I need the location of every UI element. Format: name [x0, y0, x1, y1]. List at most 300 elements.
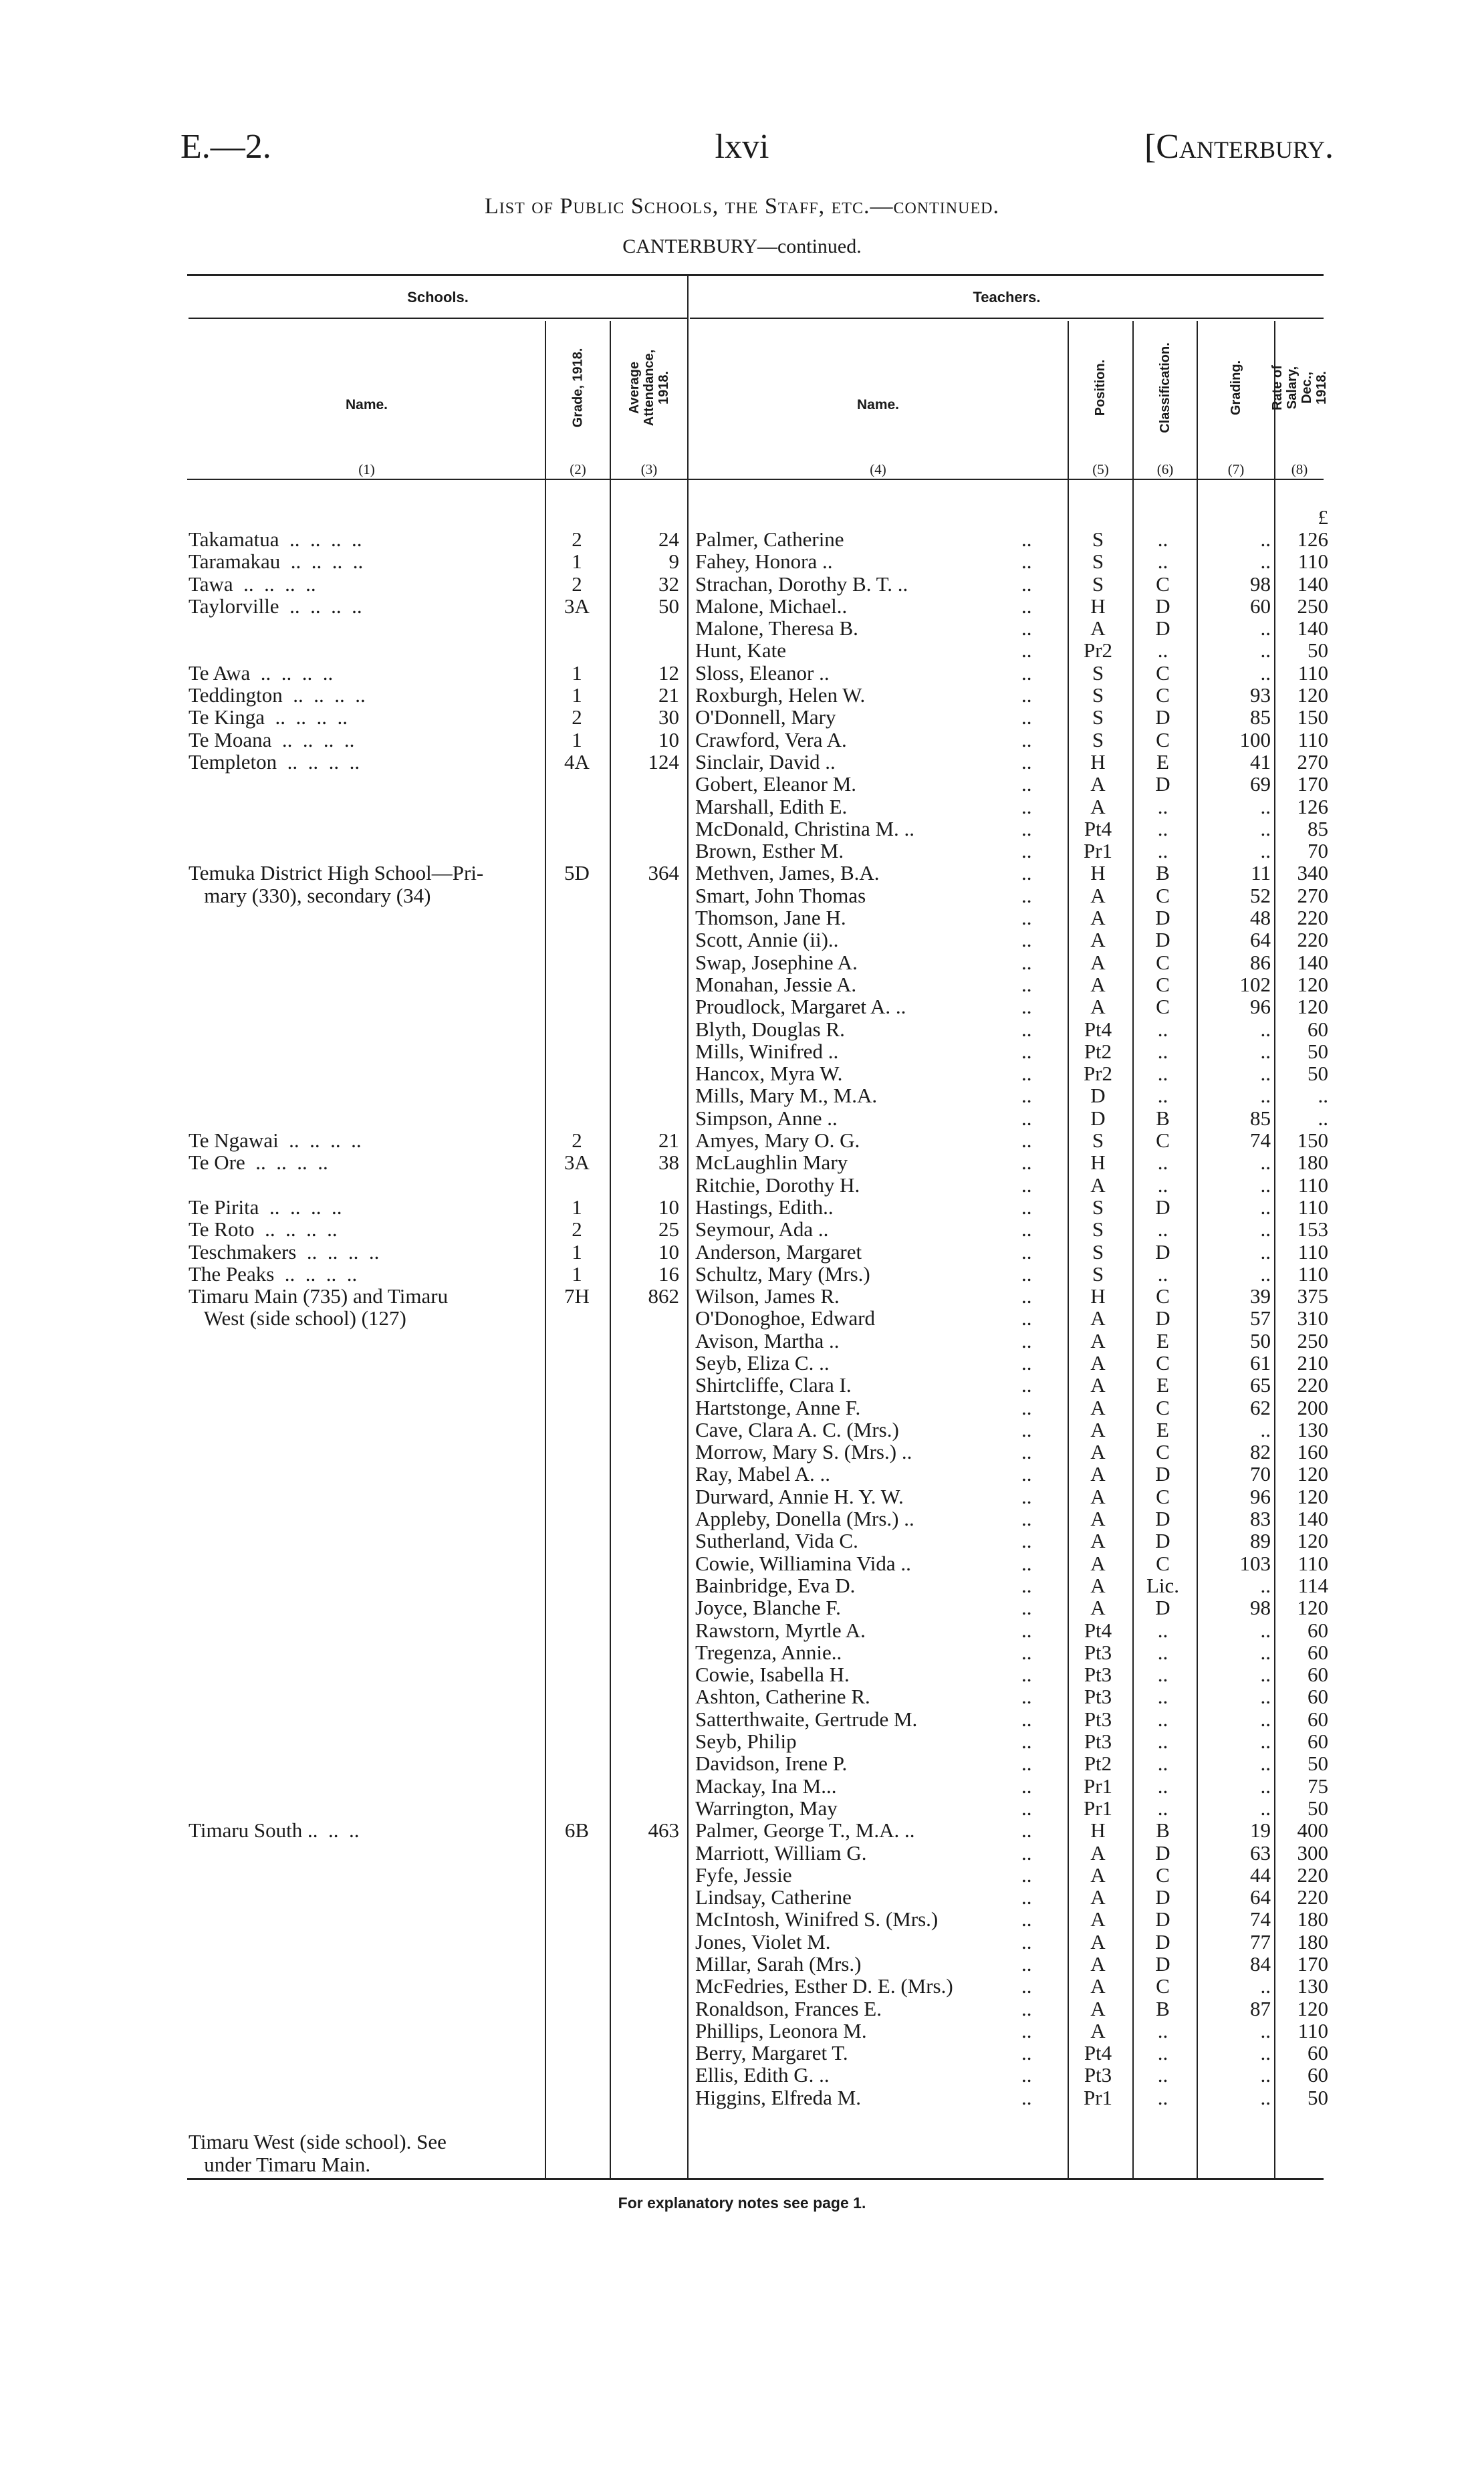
position-cell: Pt3 — [1084, 1707, 1112, 1731]
table-row — [0, 1552, 1484, 1574]
salary-cell: 110 — [1297, 2018, 1328, 2042]
leader-dots: .. — [1021, 1774, 1032, 1798]
table-row — [0, 2087, 1484, 2109]
teacher-name-cell: Brown, Esther M. — [695, 839, 844, 863]
salary-cell: 220 — [1297, 928, 1328, 952]
position-cell: A — [1090, 616, 1106, 640]
position-cell: A — [1090, 1306, 1106, 1330]
table-row — [0, 729, 1484, 751]
salary-cell: 110 — [1297, 1173, 1328, 1197]
table-row — [0, 2131, 1484, 2153]
grading-cell: .. — [1260, 527, 1271, 551]
teacher-name-cell: Ashton, Catherine R. — [695, 1685, 870, 1709]
footnote: For explanatory notes see page 1. — [618, 2194, 866, 2212]
classification-heading: Classification. — [1158, 342, 1173, 433]
teacher-name-cell: Fyfe, Jessie — [695, 1863, 792, 1887]
col-number-6: (6) — [1156, 461, 1174, 477]
position-cell: A — [1090, 1573, 1106, 1597]
teacher-name-cell: Shirtcliffe, Clara I. — [695, 1373, 852, 1397]
table-row — [0, 1397, 1484, 1419]
grading-cell: .. — [1260, 2018, 1271, 2042]
position-cell: S — [1092, 1217, 1104, 1241]
classification-cell: C — [1156, 950, 1170, 974]
teacher-name-cell: Mills, Mary M., M.A. — [695, 1084, 878, 1108]
position-cell: S — [1092, 727, 1104, 751]
salary-cell: 160 — [1297, 1440, 1328, 1464]
attendance-cell: 38 — [658, 1151, 679, 1175]
school-name-cell: Takamatua .. .. .. .. — [189, 527, 362, 551]
table-row — [0, 1330, 1484, 1352]
grade-heading: Grade, 1918. — [570, 348, 586, 428]
leader-dots: .. — [1021, 1885, 1032, 1909]
grade-cell: 1 — [572, 661, 582, 685]
classification-cell: .. — [1157, 1685, 1168, 1709]
position-cell: H — [1090, 594, 1106, 618]
school-name-cell: Te Moana .. .. .. .. — [189, 727, 355, 751]
classification-cell: .. — [1157, 1707, 1168, 1731]
table-row — [0, 1463, 1484, 1485]
classification-cell: .. — [1157, 2041, 1168, 2065]
table-row — [0, 1084, 1484, 1106]
position-cell: Pt4 — [1084, 816, 1112, 840]
school-name-cell: Te Pirita .. .. .. .. — [189, 1195, 342, 1219]
position-cell: A — [1090, 1863, 1106, 1887]
teacher-name-cell: Rawstorn, Myrtle A. — [695, 1618, 866, 1642]
salary-cell: 210 — [1297, 1350, 1328, 1375]
school-name-cell: West (side school) (127) — [189, 1306, 406, 1330]
table-row — [0, 1374, 1484, 1396]
grading-cell: 48 — [1250, 906, 1271, 930]
grading-cell: 11 — [1251, 861, 1271, 885]
salary-cell: 120 — [1297, 1462, 1328, 1486]
grade-cell: 2 — [572, 1129, 582, 1153]
classification-cell: C — [1156, 1395, 1170, 1419]
col-number-4: (4) — [870, 461, 886, 477]
position-cell: A — [1090, 906, 1106, 930]
salary-cell: 50 — [1308, 638, 1328, 663]
table-row — [0, 662, 1484, 684]
school-name-cell: Timaru Main (735) and Timaru — [189, 1284, 449, 1308]
position-cell: Pt4 — [1084, 1618, 1112, 1642]
salary-cell: 153 — [1297, 1217, 1328, 1241]
position-cell: A — [1090, 772, 1106, 796]
classification-cell: .. — [1157, 527, 1168, 551]
table-row — [0, 550, 1484, 572]
attendance-cell: 30 — [658, 705, 679, 729]
leader-dots: .. — [1021, 1350, 1032, 1375]
teacher-name-cell: Ellis, Edith G. .. — [695, 2063, 830, 2087]
leader-dots: .. — [1021, 550, 1032, 574]
table-row — [0, 1151, 1484, 1173]
table-row — [0, 1663, 1484, 1685]
teacher-name-cell: Morrow, Mary S. (Mrs.) .. — [695, 1440, 912, 1464]
school-name-cell: Te Ore .. .. .. .. — [189, 1151, 328, 1175]
table-row — [0, 1307, 1484, 1329]
table-row — [0, 1842, 1484, 1864]
grading-cell: .. — [1260, 816, 1271, 840]
table-row — [0, 1685, 1484, 1707]
grading-cell: 86 — [1250, 950, 1271, 974]
school-name-cell: Te Roto .. .. .. .. — [189, 1217, 338, 1241]
school-name-cell: Temuka District High School—Pri- — [189, 861, 484, 885]
leader-dots: .. — [1021, 928, 1032, 952]
leader-dots: .. — [1021, 1863, 1032, 1887]
grading-heading: Grading. — [1228, 360, 1243, 416]
leader-dots: .. — [1021, 1841, 1032, 1865]
table-row — [0, 840, 1484, 862]
position-cell: A — [1090, 1440, 1106, 1464]
teacher-name-cell: Hartstonge, Anne F. — [695, 1395, 861, 1419]
attendance-cell: 124 — [648, 749, 679, 774]
teacher-name-cell: Roxburgh, Helen W. — [695, 683, 866, 707]
teacher-name-heading: Name. — [856, 397, 900, 412]
teacher-name-cell: Anderson, Margaret — [695, 1239, 862, 1264]
grading-cell: 85 — [1250, 1106, 1271, 1130]
header-left: E.—2. — [180, 128, 271, 166]
salary-cell: 120 — [1297, 683, 1328, 707]
table-row — [0, 1508, 1484, 1530]
leader-dots: .. — [1021, 1306, 1032, 1330]
position-cell: A — [1090, 1173, 1106, 1197]
salary-cell: 110 — [1297, 1239, 1328, 1264]
table-row — [0, 595, 1484, 617]
classification-cell: C — [1156, 1350, 1170, 1375]
salary-cell: 110 — [1297, 1551, 1328, 1575]
classification-cell: C — [1156, 1974, 1170, 1998]
table-row — [0, 2042, 1484, 2064]
salary-cell: 170 — [1297, 1952, 1328, 1976]
leader-dots: .. — [1021, 1507, 1032, 1531]
teacher-name-cell: O'Donnell, Mary — [695, 705, 836, 729]
grading-cell: 85 — [1250, 705, 1271, 729]
position-cell: A — [1090, 928, 1106, 952]
grade-cell: 1 — [572, 727, 582, 751]
table-row — [0, 773, 1484, 795]
classification-cell: D — [1155, 1239, 1170, 1264]
leader-dots: .. — [1021, 772, 1032, 796]
table-row — [0, 1018, 1484, 1040]
grading-cell: .. — [1260, 2041, 1271, 2065]
classification-cell: .. — [1157, 2085, 1168, 2109]
grading-cell: 50 — [1250, 1328, 1271, 1352]
teacher-name-cell: Ritchie, Dorothy H. — [695, 1173, 860, 1197]
table-row — [0, 1975, 1484, 1997]
grading-cell: 65 — [1250, 1373, 1271, 1397]
teacher-name-cell: McLaughlin Mary — [695, 1151, 848, 1175]
salary-cell: 60 — [1308, 1707, 1328, 1731]
leader-dots: .. — [1021, 794, 1032, 818]
position-cell: Pt4 — [1084, 2041, 1112, 2065]
teacher-name-cell: Cowie, Williamina Vida .. — [695, 1551, 911, 1575]
leader-dots: .. — [1021, 616, 1032, 640]
teacher-name-cell: Malone, Theresa B. — [695, 616, 858, 640]
table-row — [0, 929, 1484, 951]
salary-cell: 375 — [1297, 1284, 1328, 1308]
classification-cell: .. — [1157, 1062, 1168, 1086]
salary-cell: 220 — [1297, 1373, 1328, 1397]
grading-cell: .. — [1260, 1663, 1271, 1687]
grading-cell: 98 — [1250, 1596, 1271, 1620]
teacher-name-cell: Warrington, May — [695, 1796, 838, 1820]
table-row — [0, 684, 1484, 706]
classification-cell: D — [1155, 1596, 1170, 1620]
salary-cell: 400 — [1297, 1818, 1328, 1843]
grading-cell: .. — [1260, 661, 1271, 685]
leader-dots: .. — [1021, 1017, 1032, 1041]
leader-dots: .. — [1021, 705, 1032, 729]
leader-dots: .. — [1021, 1195, 1032, 1219]
leader-dots: .. — [1021, 2018, 1032, 2042]
leader-dots: .. — [1021, 1752, 1032, 1776]
classification-cell: D — [1155, 1885, 1170, 1909]
leader-dots: .. — [1021, 1262, 1032, 1286]
salary-cell: 270 — [1297, 883, 1328, 907]
leader-dots: .. — [1021, 1529, 1032, 1553]
teacher-name-cell: Joyce, Blanche F. — [695, 1596, 841, 1620]
classification-cell: .. — [1157, 1730, 1168, 1754]
salary-cell: 140 — [1297, 950, 1328, 974]
position-cell: A — [1090, 972, 1106, 996]
table-row — [0, 1797, 1484, 1819]
leader-dots: .. — [1021, 572, 1032, 596]
attendance-cell: 21 — [658, 1129, 679, 1153]
position-cell: Pt3 — [1084, 1663, 1112, 1687]
school-name-cell: Teddington .. .. .. .. — [189, 683, 366, 707]
leader-dots: .. — [1021, 1640, 1032, 1664]
table-row — [0, 796, 1484, 818]
classification-cell: Lic. — [1146, 1573, 1180, 1597]
school-name-cell: mary (330), secondary (34) — [189, 883, 431, 907]
classification-cell: .. — [1157, 1796, 1168, 1820]
position-cell: S — [1092, 550, 1104, 574]
teacher-name-cell: Lindsay, Catherine — [695, 1885, 852, 1909]
attendance-cell: 10 — [658, 1195, 679, 1219]
teacher-name-cell: Seymour, Ada .. — [695, 1217, 829, 1241]
grading-cell: 19 — [1250, 1818, 1271, 1843]
position-cell: A — [1090, 1350, 1106, 1375]
salary-cell: 150 — [1297, 1129, 1328, 1153]
salary-cell: 120 — [1297, 972, 1328, 996]
leader-dots: .. — [1021, 1062, 1032, 1086]
grade-cell: 3A — [564, 594, 590, 618]
position-cell: H — [1090, 1818, 1106, 1843]
grade-cell: 2 — [572, 572, 582, 596]
position-cell: Pt3 — [1084, 1730, 1112, 1754]
table-row — [0, 1619, 1484, 1641]
teacher-name-cell: Crawford, Vera A. — [695, 727, 847, 751]
classification-cell: E — [1156, 1373, 1169, 1397]
classification-cell: D — [1155, 1529, 1170, 1553]
position-cell: A — [1090, 1507, 1106, 1531]
teacher-name-cell: Bainbridge, Eva D. — [695, 1573, 856, 1597]
salary-cell: 170 — [1297, 772, 1328, 796]
grading-cell: 103 — [1239, 1551, 1271, 1575]
position-cell: H — [1090, 749, 1106, 774]
salary-cell: 220 — [1297, 906, 1328, 930]
table-bottom-rule — [187, 2178, 1324, 2180]
classification-cell: B — [1156, 1818, 1170, 1843]
attendance-cell: 16 — [658, 1262, 679, 1286]
table-row — [0, 1953, 1484, 1975]
school-name-heading: Name. — [345, 397, 388, 412]
teacher-name-cell: Berry, Margaret T. — [695, 2041, 848, 2065]
grading-cell: .. — [1260, 1707, 1271, 1731]
table-row — [0, 1107, 1484, 1129]
leader-dots: .. — [1021, 1996, 1032, 2020]
teacher-name-cell: Ronaldson, Frances E. — [695, 1996, 882, 2020]
teacher-name-cell: Malone, Michael.. — [695, 594, 848, 618]
teacher-name-cell: Jones, Violet M. — [695, 1929, 831, 1953]
leader-dots: .. — [1021, 1039, 1032, 1063]
salary-cell: 110 — [1297, 661, 1328, 685]
leader-dots: .. — [1021, 1084, 1032, 1108]
classification-cell: .. — [1157, 1752, 1168, 1776]
leader-dots: .. — [1021, 1929, 1032, 1953]
grading-cell: .. — [1260, 1796, 1271, 1820]
position-cell: A — [1090, 1952, 1106, 1976]
teacher-name-cell: Davidson, Irene P. — [695, 1752, 848, 1776]
grading-cell: 77 — [1250, 1929, 1271, 1953]
salary-cell: 180 — [1297, 1907, 1328, 1931]
salary-heading: Rate of Salary, Dec., 1918. — [1270, 365, 1329, 410]
salary-cell: 220 — [1297, 1863, 1328, 1887]
table-row — [0, 1196, 1484, 1218]
table-row — [0, 884, 1484, 907]
leader-dots: .. — [1021, 861, 1032, 885]
col-number-3: (3) — [640, 461, 658, 477]
classification-cell: C — [1156, 572, 1170, 596]
table-row — [0, 1285, 1484, 1307]
leader-dots: .. — [1021, 2085, 1032, 2109]
salary-cell: 60 — [1308, 2041, 1328, 2065]
grading-cell: 98 — [1250, 572, 1271, 596]
grade-cell: 3A — [564, 1151, 590, 1175]
salary-cell: 340 — [1297, 861, 1328, 885]
table-row — [0, 1641, 1484, 1663]
table-row — [0, 951, 1484, 973]
grade-cell: 1 — [572, 1262, 582, 1286]
salary-cell: 110 — [1297, 550, 1328, 574]
classification-cell: .. — [1157, 1017, 1168, 1041]
school-name-cell: Taylorville .. .. .. .. — [189, 594, 362, 618]
teacher-name-cell: Marriott, William G. — [695, 1841, 867, 1865]
position-cell: Pt3 — [1084, 1685, 1112, 1709]
position-cell: A — [1090, 1373, 1106, 1397]
salary-cell: 114 — [1297, 1573, 1328, 1597]
leader-dots: .. — [1021, 683, 1032, 707]
leader-dots: .. — [1021, 1129, 1032, 1153]
position-cell: Pr1 — [1083, 1796, 1113, 1820]
position-cell: S — [1092, 1239, 1104, 1264]
position-cell: A — [1090, 1996, 1106, 2020]
position-cell: A — [1090, 1841, 1106, 1865]
table-row — [0, 1040, 1484, 1062]
position-cell: A — [1090, 1462, 1106, 1486]
teacher-name-cell: Tregenza, Annie.. — [695, 1640, 842, 1664]
attendance-cell: 32 — [658, 572, 679, 596]
table-row — [0, 639, 1484, 661]
classification-cell: B — [1156, 1106, 1170, 1130]
grading-cell: 87 — [1250, 1996, 1271, 2020]
teacher-name-cell: Phillips, Leonora M. — [695, 2018, 867, 2042]
grading-cell: .. — [1260, 1730, 1271, 1754]
leader-dots: .. — [1021, 972, 1032, 996]
position-cell: A — [1090, 1885, 1106, 1909]
position-cell: Pt2 — [1084, 1039, 1112, 1063]
grading-cell: 74 — [1250, 1129, 1271, 1153]
school-name-cell: Templeton .. .. .. .. — [189, 749, 360, 774]
classification-cell: .. — [1157, 1774, 1168, 1798]
table-row — [0, 1129, 1484, 1151]
salary-cell: 150 — [1297, 705, 1328, 729]
table-row — [0, 2020, 1484, 2042]
leader-dots: .. — [1021, 1907, 1032, 1931]
leader-dots: .. — [1021, 883, 1032, 907]
leader-dots: .. — [1021, 1707, 1032, 1731]
salary-cell: 50 — [1308, 1062, 1328, 1086]
salary-cell: 120 — [1297, 1529, 1328, 1553]
attendance-cell: 50 — [658, 594, 679, 618]
table-row — [0, 1596, 1484, 1619]
leader-dots: .. — [1021, 1596, 1032, 1620]
teacher-name-cell: Schultz, Mary (Mrs.) — [695, 1262, 870, 1286]
classification-cell: C — [1156, 995, 1170, 1019]
salary-cell: 70 — [1308, 839, 1328, 863]
position-cell: A — [1090, 1907, 1106, 1931]
teacher-name-cell: Cowie, Isabella H. — [695, 1663, 850, 1687]
table-row — [0, 1864, 1484, 1886]
classification-cell: .. — [1157, 1084, 1168, 1108]
salary-cell: 110 — [1297, 1195, 1328, 1219]
leader-dots: .. — [1021, 1484, 1032, 1508]
grading-cell: 64 — [1250, 928, 1271, 952]
leader-dots: .. — [1021, 2041, 1032, 2065]
leader-dots: .. — [1021, 816, 1032, 840]
table-row — [0, 1218, 1484, 1240]
classification-cell: C — [1156, 1551, 1170, 1575]
table-row — [0, 1730, 1484, 1752]
classification-cell: C — [1156, 1863, 1170, 1887]
salary-cell: 180 — [1297, 1151, 1328, 1175]
grading-cell: .. — [1260, 2063, 1271, 2087]
leader-dots: .. — [1021, 1730, 1032, 1754]
salary-cell: 130 — [1297, 1417, 1328, 1441]
classification-cell: B — [1156, 861, 1170, 885]
leader-dots: .. — [1021, 727, 1032, 751]
salary-cell: 110 — [1297, 727, 1328, 751]
salary-cell: 126 — [1297, 527, 1328, 551]
grading-cell: 102 — [1239, 972, 1271, 996]
grading-cell: 70 — [1250, 1462, 1271, 1486]
table-row — [0, 1752, 1484, 1774]
salary-cell: 140 — [1297, 1507, 1328, 1531]
leader-dots: .. — [1021, 1239, 1032, 1264]
position-heading: Position. — [1093, 359, 1108, 417]
grading-cell: 69 — [1250, 772, 1271, 796]
salary-cell: 200 — [1297, 1395, 1328, 1419]
salary-cell: 310 — [1297, 1306, 1328, 1330]
position-cell: Pt3 — [1084, 1640, 1112, 1664]
teacher-name-cell: Sloss, Eleanor .. — [695, 661, 830, 685]
salary-cell: .. — [1318, 1084, 1328, 1108]
attendance-cell: 10 — [658, 727, 679, 751]
position-cell: S — [1092, 1129, 1104, 1153]
table-row — [0, 1998, 1484, 2020]
table-row — [0, 617, 1484, 639]
salary-cell: .. — [1318, 1106, 1328, 1130]
table-row — [0, 1886, 1484, 1908]
col-number-2: (2) — [570, 461, 586, 477]
